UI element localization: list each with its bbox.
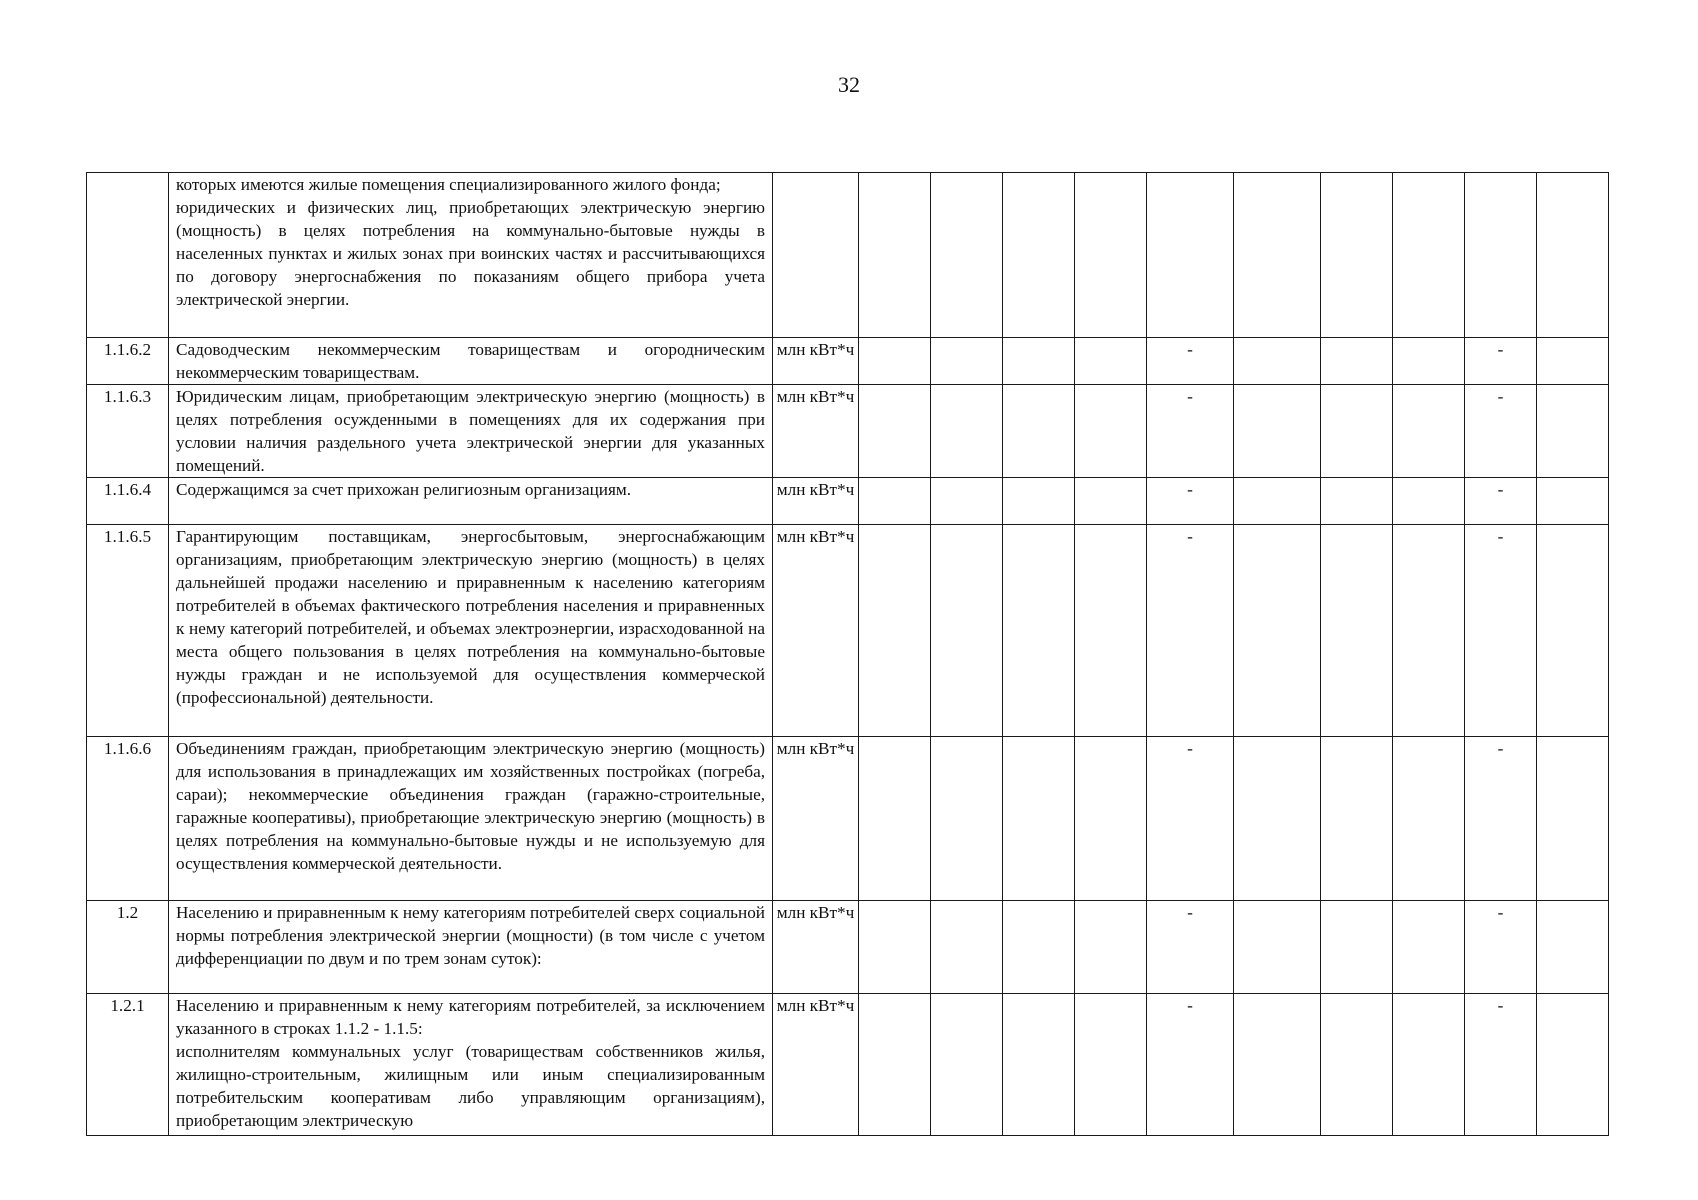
row-description bbox=[169, 478, 773, 525]
value-cell: - bbox=[1465, 737, 1537, 901]
value-cell bbox=[859, 994, 931, 1136]
value-cell bbox=[859, 478, 931, 525]
value-cell bbox=[1393, 901, 1465, 994]
page-number: 32 bbox=[838, 72, 860, 97]
description-paragraph: Гарантирующим поставщикам, энергосбытовым, энергоснабжающим организациям, приобретающим электрическую энергию (мощность) в целях дальнейшей продажи населению и приравненным к населению категориям потребителей в объемах фактического потребления населения и приравненных к нему категорий потребителей, и объемах электроэнергии, израсходованной на места общего пользования в целях потребления на коммунально-бытовые нужды граждан и не используемой для осуществления коммерческой (профессиональной) деятельности. bbox=[176, 527, 765, 707]
value-cell bbox=[1075, 478, 1147, 525]
value-cell bbox=[1537, 901, 1609, 994]
value-cell bbox=[931, 994, 1003, 1136]
value-cell bbox=[1075, 385, 1147, 478]
value-cell bbox=[1393, 525, 1465, 737]
row-unit: млн кВт*ч bbox=[773, 338, 859, 385]
row-description bbox=[169, 994, 773, 1136]
value-cell bbox=[1537, 478, 1609, 525]
row-description bbox=[169, 901, 773, 994]
value-cell bbox=[931, 737, 1003, 901]
row-unit: млн кВт*ч bbox=[773, 994, 859, 1136]
tariff-table bbox=[86, 172, 1609, 1136]
value-cell bbox=[1003, 994, 1075, 1136]
value-cell bbox=[1321, 994, 1393, 1136]
value-cell: - bbox=[1465, 994, 1537, 1136]
value-cell bbox=[1321, 385, 1393, 478]
value-cell: - bbox=[1147, 994, 1234, 1136]
value-cell bbox=[1537, 994, 1609, 1136]
table-row bbox=[87, 173, 1609, 338]
description-paragraph: юридических и физических лиц, приобретающих электрическую энергию (мощность) в целях потребления на коммунально-бытовые нужды в населенных пунктах и жилых зонах при воинских частях и рассчитывающихся по договору энергоснабжения по показаниям общего прибора учета электрической энергии. bbox=[176, 198, 765, 309]
value-cell bbox=[1003, 525, 1075, 737]
table-row bbox=[87, 737, 1609, 901]
description-paragraph: Юридическим лицам, приобретающим электрическую энергию (мощность) в целях потребления осужденными в помещениях для их содержания при условии наличия раздельного учета электрической энергии для указанных помещений. bbox=[176, 387, 765, 475]
table-row bbox=[87, 901, 1609, 994]
table-row bbox=[87, 525, 1609, 737]
row-number bbox=[87, 173, 169, 338]
table-row bbox=[87, 478, 1609, 525]
value-cell bbox=[1003, 901, 1075, 994]
value-cell bbox=[1003, 737, 1075, 901]
value-cell bbox=[931, 478, 1003, 525]
value-cell: - bbox=[1465, 385, 1537, 478]
row-unit: млн кВт*ч bbox=[773, 901, 859, 994]
value-cell bbox=[1234, 737, 1321, 901]
value-cell bbox=[1234, 478, 1321, 525]
value-cell bbox=[931, 385, 1003, 478]
value-cell bbox=[1321, 173, 1393, 338]
value-cell bbox=[1537, 173, 1609, 338]
value-cell: - bbox=[1147, 338, 1234, 385]
row-number: 1.1.6.4 bbox=[87, 478, 169, 525]
value-cell bbox=[1147, 173, 1234, 338]
value-cell bbox=[1234, 173, 1321, 338]
value-cell bbox=[931, 173, 1003, 338]
value-cell bbox=[1003, 385, 1075, 478]
row-unit: млн кВт*ч bbox=[773, 385, 859, 478]
description-paragraph: Содержащимся за счет прихожан религиозным организациям. bbox=[176, 480, 632, 499]
value-cell bbox=[859, 525, 931, 737]
description-paragraph: Населению и приравненным к нему категориям потребителей сверх социальной нормы потребления электрической энергии (мощности) (в том числе с учетом дифференциации по двум и по трем зонам суток): bbox=[176, 903, 765, 968]
value-cell: - bbox=[1147, 478, 1234, 525]
value-cell: - bbox=[1147, 737, 1234, 901]
row-unit: млн кВт*ч bbox=[773, 525, 859, 737]
value-cell bbox=[1393, 173, 1465, 338]
description-paragraph: исполнителям коммунальных услуг (товариществам собственников жилья, жилищно-строительным, жилищным или иным специализированным потребительским кооперативам либо управляющим организациям), приобретающим электрическую bbox=[176, 1042, 765, 1130]
row-number: 1.2.1 bbox=[87, 994, 169, 1136]
value-cell bbox=[1234, 338, 1321, 385]
value-cell bbox=[931, 525, 1003, 737]
row-unit bbox=[773, 173, 859, 338]
table-row bbox=[87, 994, 1609, 1136]
value-cell bbox=[1234, 994, 1321, 1136]
value-cell bbox=[1321, 525, 1393, 737]
value-cell bbox=[1393, 478, 1465, 525]
row-number: 1.1.6.3 bbox=[87, 385, 169, 478]
value-cell bbox=[1075, 338, 1147, 385]
value-cell bbox=[1393, 994, 1465, 1136]
value-cell: - bbox=[1147, 901, 1234, 994]
value-cell bbox=[1393, 737, 1465, 901]
value-cell: - bbox=[1465, 901, 1537, 994]
value-cell bbox=[859, 737, 931, 901]
value-cell bbox=[859, 338, 931, 385]
row-description bbox=[169, 525, 773, 737]
value-cell bbox=[1075, 901, 1147, 994]
row-number: 1.1.6.6 bbox=[87, 737, 169, 901]
value-cell bbox=[1003, 173, 1075, 338]
value-cell bbox=[1321, 901, 1393, 994]
value-cell bbox=[1321, 737, 1393, 901]
row-description bbox=[169, 173, 773, 338]
value-cell: - bbox=[1465, 478, 1537, 525]
value-cell bbox=[1393, 385, 1465, 478]
value-cell bbox=[859, 385, 931, 478]
value-cell bbox=[1537, 385, 1609, 478]
value-cell bbox=[1537, 338, 1609, 385]
value-cell bbox=[1075, 737, 1147, 901]
table-row bbox=[87, 385, 1609, 478]
description-paragraph: Населению и приравненным к нему категориям потребителей, за исключением указанного в строках 1.1.2 - 1.1.5: bbox=[176, 996, 765, 1038]
value-cell bbox=[859, 901, 931, 994]
value-cell bbox=[1003, 338, 1075, 385]
description-paragraph: Садоводческим некоммерческим товариществам и огородническим некоммерческим товариществам. bbox=[176, 340, 765, 382]
row-number: 1.2 bbox=[87, 901, 169, 994]
value-cell bbox=[931, 901, 1003, 994]
value-cell bbox=[1075, 525, 1147, 737]
value-cell bbox=[1234, 385, 1321, 478]
row-number: 1.1.6.5 bbox=[87, 525, 169, 737]
row-unit: млн кВт*ч bbox=[773, 737, 859, 901]
row-unit: млн кВт*ч bbox=[773, 478, 859, 525]
value-cell bbox=[1537, 525, 1609, 737]
value-cell bbox=[859, 173, 931, 338]
value-cell bbox=[1003, 478, 1075, 525]
value-cell bbox=[1321, 338, 1393, 385]
value-cell bbox=[1393, 338, 1465, 385]
value-cell bbox=[1234, 525, 1321, 737]
row-number: 1.1.6.2 bbox=[87, 338, 169, 385]
row-description bbox=[169, 338, 773, 385]
value-cell bbox=[1321, 478, 1393, 525]
value-cell bbox=[1075, 994, 1147, 1136]
value-cell bbox=[1465, 173, 1537, 338]
value-cell bbox=[1075, 173, 1147, 338]
value-cell: - bbox=[1465, 338, 1537, 385]
description-paragraph: которых имеются жилые помещения специализированного жилого фонда; bbox=[176, 175, 721, 194]
table-row bbox=[87, 338, 1609, 385]
row-description bbox=[169, 385, 773, 478]
value-cell bbox=[1537, 737, 1609, 901]
table-body bbox=[87, 173, 1609, 1136]
value-cell: - bbox=[1147, 385, 1234, 478]
value-cell: - bbox=[1465, 525, 1537, 737]
value-cell bbox=[1234, 901, 1321, 994]
row-description bbox=[169, 737, 773, 901]
description-paragraph: Объединениям граждан, приобретающим электрическую энергию (мощность) для использования в принадлежащих им хозяйственных постройках (погреба, сараи); некоммерческие объединения граждан (гаражно-строительные, гаражные кооперативы), приобретающие электрическую энергию (мощность) в целях потребления на коммунально-бытовые нужды и не используемую для осуществления коммерческой деятельности. bbox=[176, 739, 765, 873]
value-cell bbox=[931, 338, 1003, 385]
value-cell: - bbox=[1147, 525, 1234, 737]
